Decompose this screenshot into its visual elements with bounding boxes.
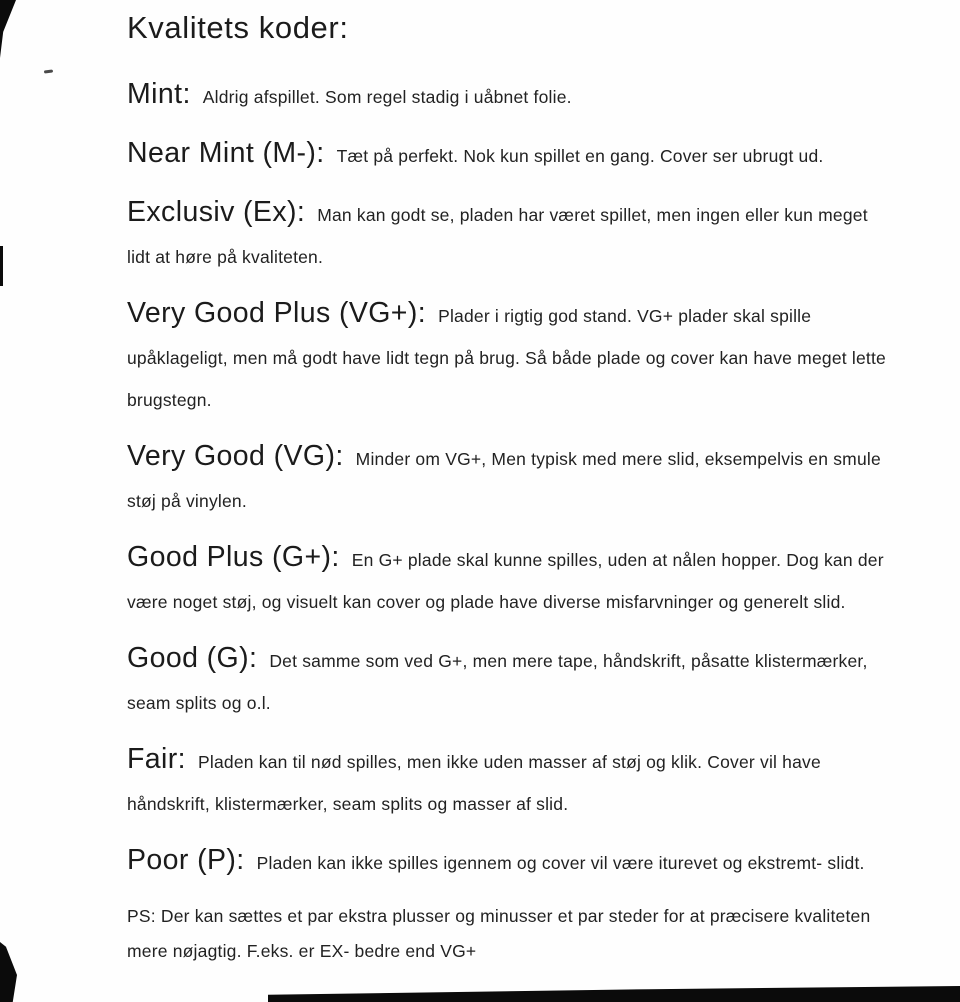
grade-entry-mint [127, 74, 890, 119]
grade-term: Good (G): [127, 642, 258, 674]
grade-term: Very Good (VG): [127, 440, 344, 472]
grade-term: Very Good Plus (VG+): [127, 297, 427, 329]
ps-note: PS: Der kan sættes et par ekstra plusser og minusser et par steder for at præcisere kvaliteten mere nøjagtig. F.eks. er EX- bedre end VG+ [127, 906, 871, 961]
scan-artifact-dash-mark [44, 69, 53, 73]
grade-description: Aldrig afspillet. Som regel stadig i uåbnet folie. [202, 87, 572, 107]
grade-entry-good [127, 638, 890, 725]
grade-term: Fair: [127, 743, 186, 775]
grade-description: Pladen kan ikke spilles igennem og cover vil være iturevet og ekstremt- slidt. [256, 853, 865, 873]
grade-entry-exclusiv [127, 192, 890, 279]
grade-description: En G+ plade skal kunne spilles, uden at nålen hopper. Dog kan der være noget støj, og visuelt kan cover og plade have diverse misfarvninger og generelt slid. [127, 550, 884, 612]
scan-artifact-bottom-left-blob [0, 942, 17, 1002]
scan-artifact-top-left-corner [0, 0, 16, 58]
grade-entry-poor [127, 840, 890, 885]
grade-term: Near Mint (M-): [127, 137, 325, 169]
grade-description: Tæt på perfekt. Nok kun spillet en gang. Cover ser ubrugt ud. [336, 146, 824, 166]
grade-term: Poor (P): [127, 844, 245, 876]
scan-artifact-left-edge-line [0, 246, 3, 286]
grade-entry-near-mint [127, 133, 890, 178]
grade-entry-very-good-plus [127, 293, 890, 422]
page-title: Kvalitets koder: [127, 10, 349, 45]
grade-description: Plader i rigtig god stand. VG+ plader skal spille upåklageligt, men må godt have lidt tegn på brug. Så både plade og cover kan have meget lette brugstegn. [127, 306, 886, 410]
scan-artifact-bottom-edge-bar [268, 986, 960, 1002]
document-content [127, 10, 890, 969]
grade-description: Det samme som ved G+, men mere tape, håndskrift, påsatte klistermærker, seam splits og o.l. [127, 651, 868, 713]
grade-description: Man kan godt se, pladen har været spillet, men ingen eller kun meget lidt at høre på kvaliteten. [127, 205, 868, 267]
grade-description: Minder om VG+, Men typisk med mere slid, eksempelvis en smule støj på vinylen. [127, 449, 881, 511]
grade-term: Mint: [127, 78, 191, 110]
grade-entry-very-good [127, 436, 890, 523]
grade-description: Pladen kan til nød spilles, men ikke uden masser af støj og klik. Cover vil have håndskrift, klistermærker, seam splits og masser af slid. [127, 752, 821, 814]
grade-entry-good-plus [127, 537, 890, 624]
grade-term: Exclusiv (Ex): [127, 196, 306, 228]
grade-term: Good Plus (G+): [127, 541, 340, 573]
grade-entry-fair [127, 739, 890, 826]
